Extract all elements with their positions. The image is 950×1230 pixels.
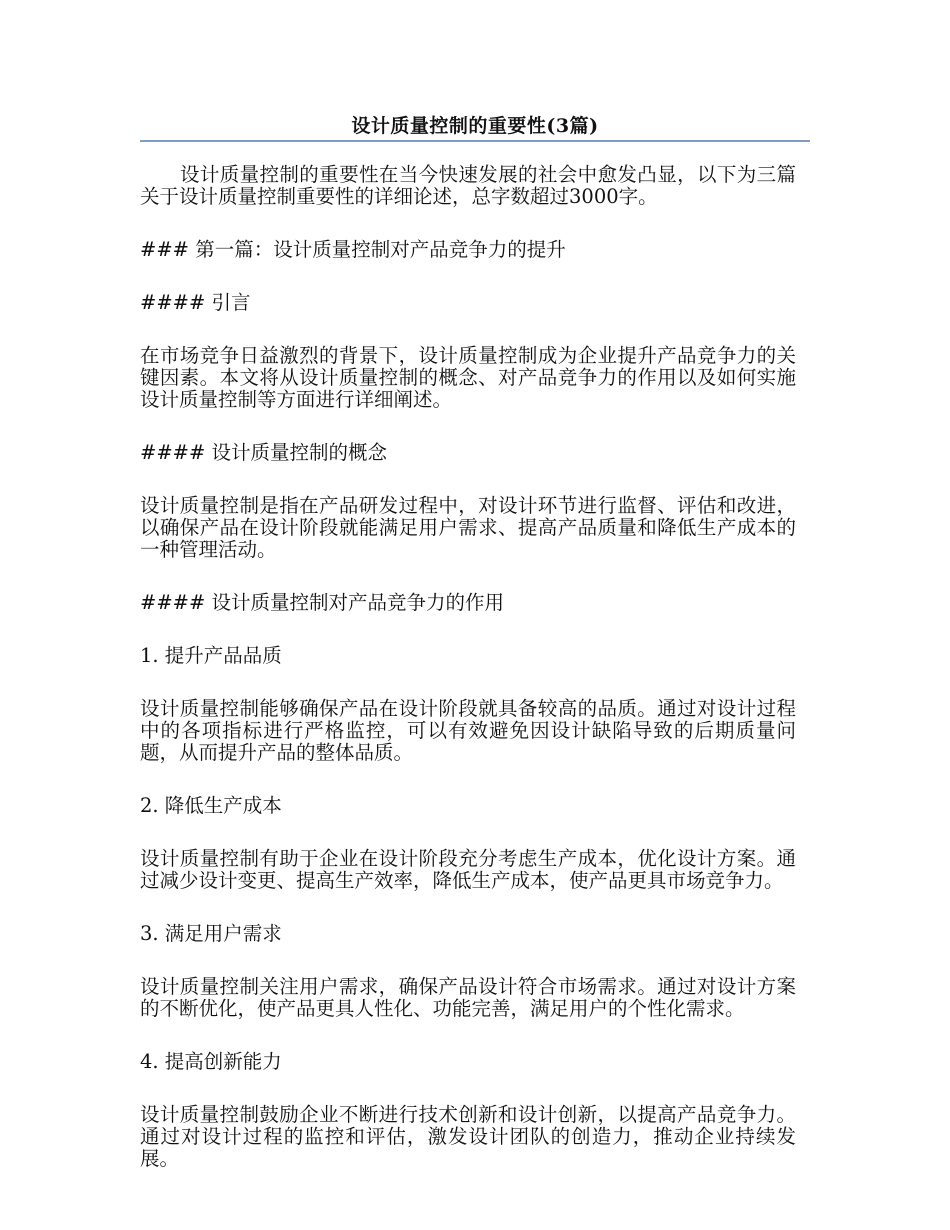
intro-paragraph: 设计质量控制的重要性在当今快速发展的社会中愈发凸显，以下为三篇关于设计质量控制重要性的详细论述，总字数超过3000字。	[140, 163, 796, 208]
introduction-paragraph: 在市场竞争日益激烈的背景下，设计质量控制成为企业提升产品竞争力的关键因素。本文将从设计质量控制的概念、对产品竞争力的作用以及如何实施设计质量控制等方面进行详细阐述。	[140, 344, 796, 411]
heading-role: #### 设计质量控制对产品竞争力的作用	[140, 591, 505, 614]
heading-part-one: ### 第一篇：设计质量控制对产品竞争力的提升	[140, 238, 566, 261]
document-title: 设计质量控制的重要性(3篇)	[351, 115, 599, 137]
item-2-label: 2. 降低生产成本	[140, 794, 282, 817]
concept-paragraph: 设计质量控制是指在产品研发过程中，对设计环节进行监督、评估和改进，以确保产品在设计阶段就能满足用户需求、提高产品质量和降低生产成本的一种管理活动。	[140, 494, 796, 561]
item-1-label: 1. 提升产品品质	[140, 644, 282, 667]
item-4-label: 4. 提高创新能力	[140, 1050, 282, 1073]
heading-concept: #### 设计质量控制的概念	[140, 441, 388, 464]
title-underline	[140, 140, 810, 142]
item-1-text: 设计质量控制能够确保产品在设计阶段就具备较高的品质。通过对设计过程中的各项指标进行严格监控，可以有效避免因设计缺陷导致的后期质量问题，从而提升产品的整体品质。	[140, 697, 796, 764]
document-body	[140, 164, 796, 1201]
item-3-label: 3. 满足用户需求	[140, 922, 282, 945]
heading-introduction: #### 引言	[140, 291, 251, 314]
item-4-text: 设计质量控制鼓励企业不断进行技术创新和设计创新，以提高产品竞争力。通过对设计过程的监控和评估，激发设计团队的创造力，推动企业持续发展。	[140, 1103, 796, 1170]
item-2-text: 设计质量控制有助于企业在设计阶段充分考虑生产成本，优化设计方案。通过减少设计变更、提高生产效率，降低生产成本，使产品更具市场竞争力。	[140, 847, 796, 892]
item-3-text: 设计质量控制关注用户需求，确保产品设计符合市场需求。通过对设计方案的不断优化，使产品更具人性化、功能完善，满足用户的个性化需求。	[140, 975, 796, 1020]
